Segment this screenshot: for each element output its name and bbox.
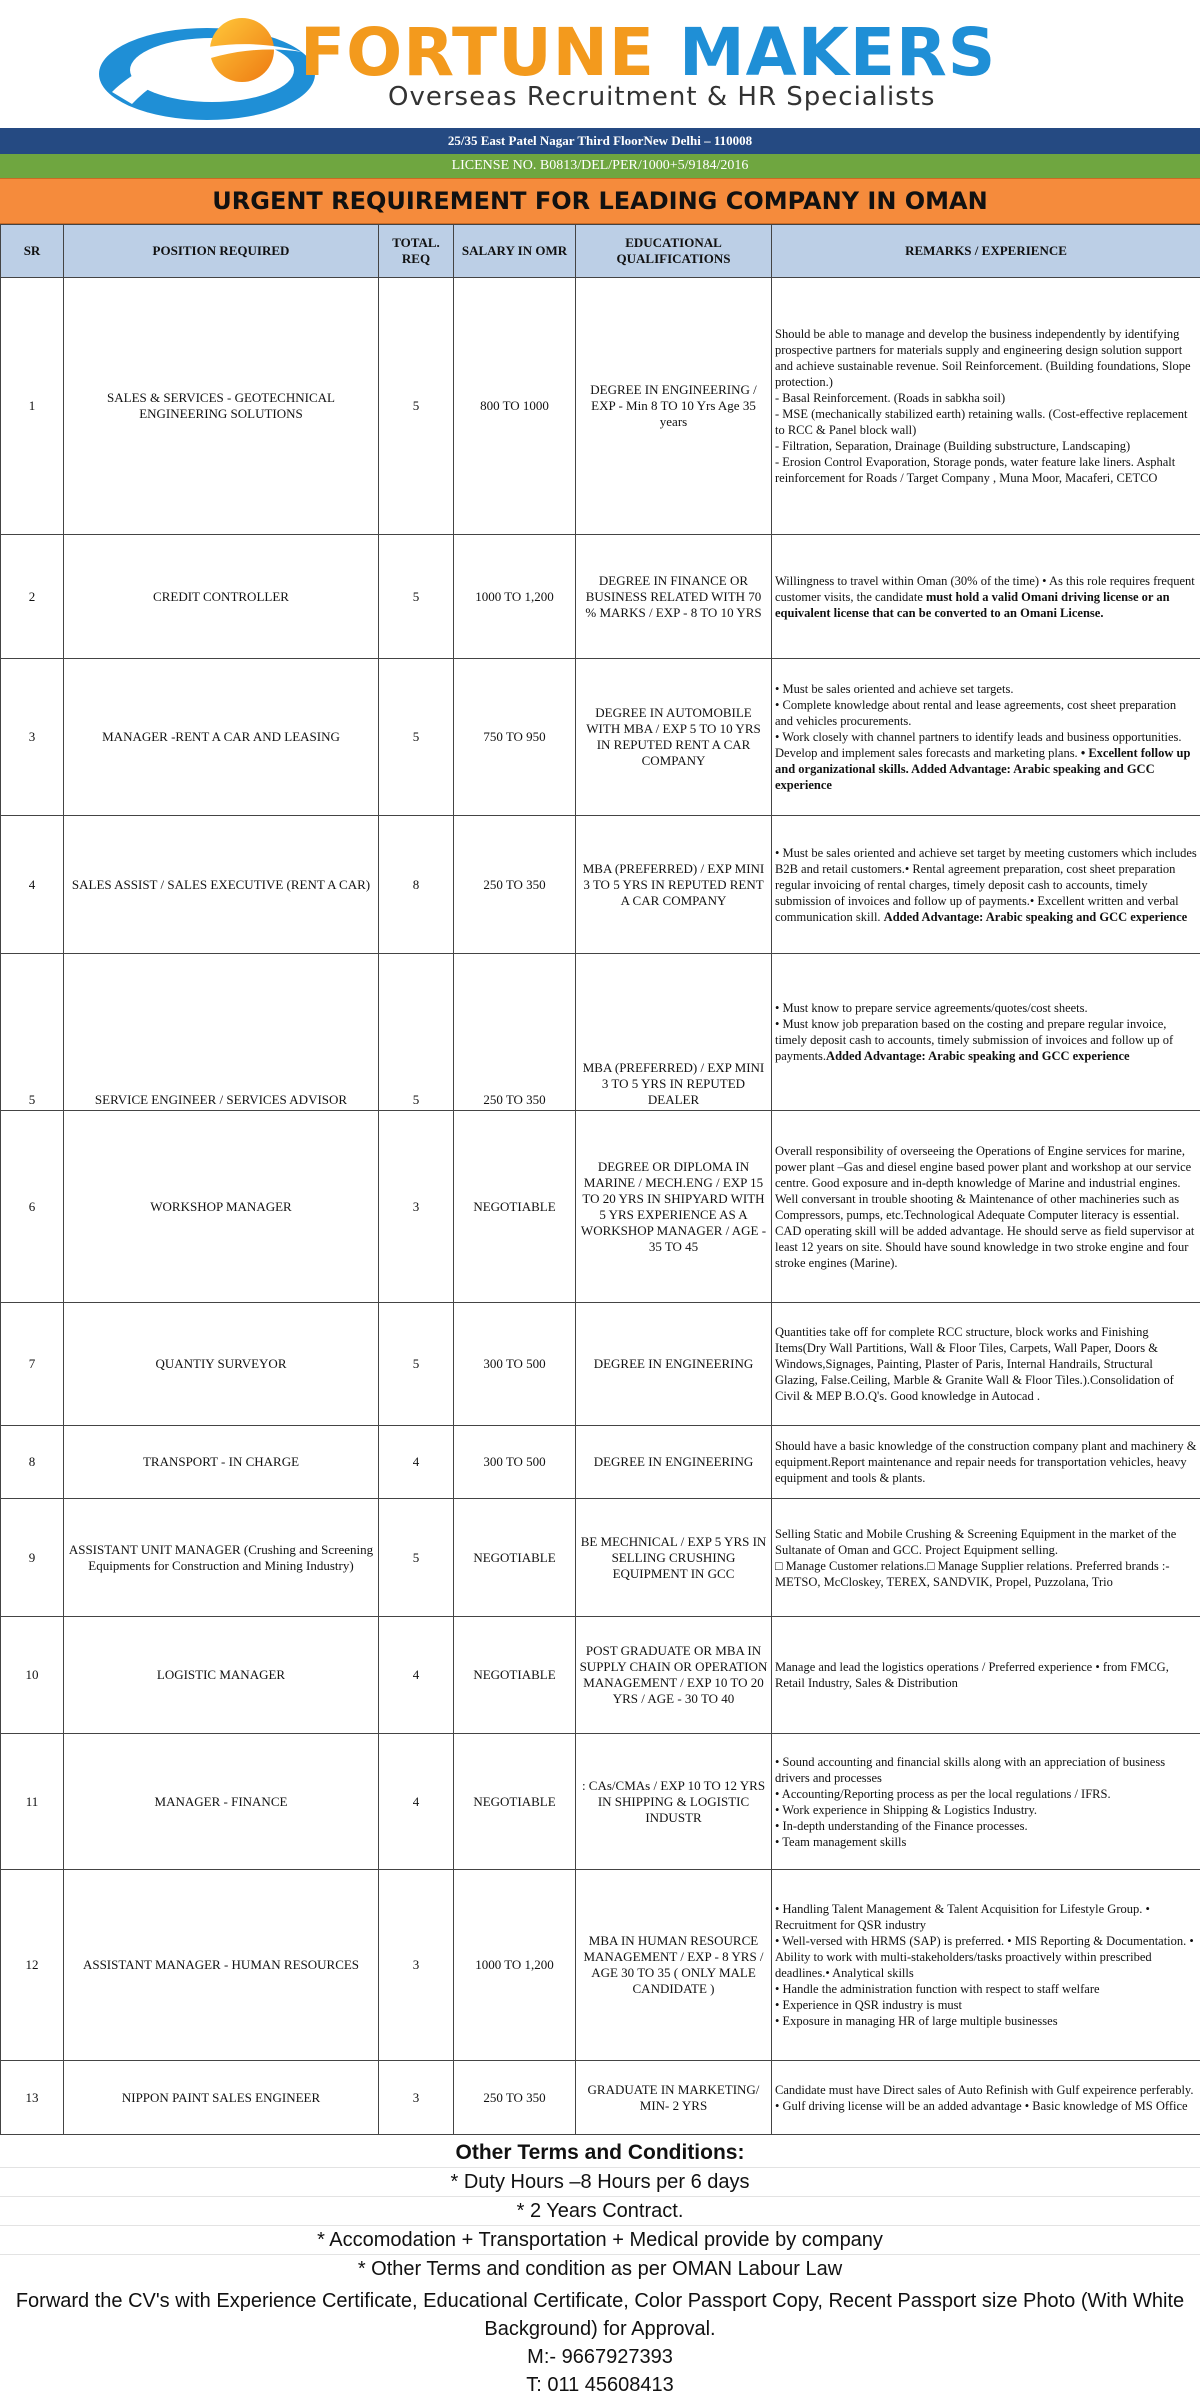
remark-line: • Complete knowledge about rental and lease agreements, cost sheet preparation and vehicles procurements.	[775, 698, 1177, 728]
cell-sr: 5	[1, 954, 64, 1111]
license-bar: LICENSE NO. B0813/DEL/PER/1000+5/9184/2016	[0, 154, 1200, 178]
remark-text: • Must be sales oriented and achieve set target by meeting customers which includes B2B and retail customers.• Rental agreement preparation, cost sheet preparation regular invoicing of rental charges, timely deposit cash to accounts, timely submission of invoices and follow up of payments.• Excellent written and verbal communication skill.	[775, 845, 1197, 924]
table-row	[1, 816, 1200, 954]
cell-remarks	[772, 1499, 1200, 1617]
cell-education: DEGREE IN ENGINEERING	[576, 1426, 772, 1499]
cell-sr: 9	[1, 1499, 64, 1617]
cell-salary: 800 TO 1000	[454, 278, 576, 535]
cell-remarks: Quantities take off for complete RCC structure, block works and Finishing Items(Dry Wall Partitions, Wall & Floor Tiles, Carpets, Wall Paper, Doors & Windows,Signages, Painting, Plaster of Paris, Internal Handrails, Structural Glazing, False.Ceiling, Marble & Granite Wall & Floor Tiles.).Consolidation of Civil & MEP B.O.Q's. Good knowledge in Autocad .	[772, 1303, 1200, 1426]
cell-salary: NEGOTIABLE	[454, 1734, 576, 1870]
remark-line: Selling Static and Mobile Crushing & Screening Equipment in the market of the Sultanate of Oman and GCC. Project Equipment selling.	[775, 1526, 1177, 1557]
table-row	[1, 278, 1200, 535]
remark-line: • Experience in QSR industry is must	[775, 1998, 962, 2012]
cell-salary: 300 TO 500	[454, 1303, 576, 1426]
remark-line: - Basal Reinforcement. (Roads in sabkha soil)	[775, 391, 1006, 405]
cell-total: 8	[379, 816, 454, 954]
cell-total: 3	[379, 1870, 454, 2061]
remark-text: • Work closely with channel partners to identify leads and business opportunities. Develop and implement sales forecasts and marketing plans.	[775, 730, 1182, 760]
cell-total: 5	[379, 1499, 454, 1617]
remark-line: Should be able to manage and develop the business independently by identifying prospective partners for materials supply and engineering design solution support and achieve sustainable revenue. Soil Reinforcement. (Building foundations, Slope protection.)	[775, 327, 1191, 389]
cell-education: : CAs/CMAs / EXP 10 TO 12 YRS IN SHIPPING & LOGISTIC INDUSTR	[576, 1734, 772, 1870]
header-education: EDUCATIONAL QUALIFICATIONS	[576, 225, 772, 278]
cell-position: ASSISTANT UNIT MANAGER (Crushing and Screening Equipments for Construction and Mining Industry)	[64, 1499, 379, 1617]
cell-sr: 6	[1, 1111, 64, 1303]
table-row	[1, 954, 1200, 1111]
cell-education: DEGREE IN FINANCE OR BUSINESS RELATED WITH 70 % MARKS / EXP - 8 TO 10 YRS	[576, 535, 772, 659]
cell-sr: 11	[1, 1734, 64, 1870]
remark-line: - Erosion Control Evaporation, Storage ponds, water feature lake liners. Asphalt reinforcement for Roads / Target Company , Muna Moor, Macaferi, CETCO	[775, 455, 1176, 485]
cell-remarks: Candidate must have Direct sales of Auto Refinish with Gulf expeirence perferably. • Gulf driving license will be an added advantage • Basic knowledge of MS Office	[772, 2061, 1200, 2135]
terms-line: * Accomodation + Transportation + Medical provide by company	[0, 2225, 1200, 2254]
cell-remarks	[772, 278, 1200, 535]
cell-position: LOGISTIC MANAGER	[64, 1617, 379, 1734]
table-header-row	[1, 225, 1200, 278]
remark-line: □ Manage Customer relations.□ Manage Supplier relations. Preferred brands :- METSO, McCloskey, TEREX, SANDVIK, Propel, Puzzolana, Trio	[775, 1558, 1170, 1589]
remark-line	[775, 1016, 1197, 1064]
remark-bold: must hold a valid Omani driving license or an equivalent license that can be converted to an Omani License.	[775, 589, 1170, 620]
cell-salary: 250 TO 350	[454, 954, 576, 1111]
cell-total: 3	[379, 2061, 454, 2135]
remark-text: Willingness to travel within Oman (30% of the time) • As this role requires frequent customer visits, the candidate	[775, 573, 1195, 604]
cell-remarks	[772, 1734, 1200, 1870]
header-remarks: REMARKS / EXPERIENCE	[772, 225, 1200, 278]
remark-line: • Accounting/Reporting process as per the local regulations / IFRS.	[775, 1786, 1111, 1801]
cell-education: POST GRADUATE OR MBA IN SUPPLY CHAIN OR OPERATION MANAGEMENT / EXP 10 TO 20 YRS / AGE - 30 TO 40	[576, 1617, 772, 1734]
cell-total: 4	[379, 1426, 454, 1499]
cell-education: DEGREE IN AUTOMOBILE WITH MBA / EXP 5 TO 10 YRS IN REPUTED RENT A CAR COMPANY	[576, 659, 772, 816]
cell-education: MBA (PREFERRED) / EXP MINI 3 TO 5 YRS IN REPUTED RENT A CAR COMPANY	[576, 816, 772, 954]
remark-line: • Handling Talent Management & Talent Acquisition for Lifestyle Group. • Recruitment for QSR industry	[775, 1902, 1150, 1932]
cell-remarks	[772, 954, 1200, 1111]
remark-line: - MSE (mechanically stabilized earth) retaining walls. (Cost-effective replacement to RCC & Panel block wall)	[775, 407, 1188, 437]
table-row	[1, 1870, 1200, 2061]
table-row	[1, 1734, 1200, 1870]
cell-position: SERVICE ENGINEER / SERVICES ADVISOR	[64, 954, 379, 1111]
cell-salary: 250 TO 350	[454, 2061, 576, 2135]
brand-word-2: MAKERS	[678, 14, 997, 91]
terms-title: Other Terms and Conditions:	[455, 2141, 745, 2164]
cell-education: DEGREE OR DIPLOMA IN MARINE / MECH.ENG / EXP 15 TO 20 YRS IN SHIPYARD WITH 5 YRS EXPERIENCE AS A WORKSHOP MANAGER / AGE - 35 TO 45	[576, 1111, 772, 1303]
cell-total: 3	[379, 1111, 454, 1303]
remark-line: • Well-versed with HRMS (SAP) is preferred. • MIS Reporting & Documentation. • Ability to work with multi-stakeholders/tasks proactively within prescribed deadlines.• Analytical skills	[775, 1934, 1194, 1980]
cell-salary: NEGOTIABLE	[454, 1111, 576, 1303]
remark-line	[775, 729, 1197, 793]
cell-position: MANAGER -RENT A CAR AND LEASING	[64, 659, 379, 816]
logo-swoosh-icon	[92, 12, 322, 130]
cell-total: 4	[379, 1734, 454, 1870]
table-row	[1, 2061, 1200, 2135]
remark-line: • In-depth understanding of the Finance processes.	[775, 1818, 1028, 1833]
terms-line: * 2 Years Contract.	[0, 2196, 1200, 2225]
cell-remarks	[772, 816, 1200, 954]
table-row	[1, 1499, 1200, 1617]
address-bar: 25/35 East Patel Nagar Third FloorNew Delhi – 110008	[0, 128, 1200, 154]
remark-line: • Handle the administration function with respect to staff welfare	[775, 1982, 1100, 1996]
cell-education: DEGREE IN ENGINEERING / EXP - Min 8 TO 10 Yrs Age 35 years	[576, 278, 772, 535]
cell-total: 5	[379, 954, 454, 1111]
cell-total: 5	[379, 659, 454, 816]
cell-salary: 300 TO 500	[454, 1426, 576, 1499]
cell-remarks	[772, 659, 1200, 816]
cell-education: MBA (PREFERRED) / EXP MINI 3 TO 5 YRS IN REPUTED DEALER	[576, 954, 772, 1111]
cell-sr: 12	[1, 1870, 64, 2061]
cell-sr: 13	[1, 2061, 64, 2135]
remark-line: • Must know to prepare service agreements/quotes/cost sheets.	[775, 1001, 1088, 1015]
cell-remarks: Overall responsibility of overseeing the Operations of Engine services for marine, power plant –Gas and diesel engine based power plant and workshop at our service centre. Good exposure and in-depth knowledge of Marine and industrial engines. Well conversant in trouble shooting & Maintenance of other machineries such as Compressors, pumps, etc.Technological Adequate Computer literacy is essential. CAD operating skill will be added advantage. He should serve as field supervisor at least 12 years on site. Should have sound knowledge in two stroke engine and four stroke engines (Marine).	[772, 1111, 1200, 1303]
cell-sr: 4	[1, 816, 64, 954]
cell-position: WORKSHOP MANAGER	[64, 1111, 379, 1303]
cell-total: 5	[379, 1303, 454, 1426]
cell-salary: NEGOTIABLE	[454, 1617, 576, 1734]
header-position: POSITION REQUIRED	[64, 225, 379, 278]
cell-salary: 250 TO 350	[454, 816, 576, 954]
brand-name	[300, 14, 997, 91]
table-row	[1, 1303, 1200, 1426]
table-row	[1, 659, 1200, 816]
cell-total: 5	[379, 278, 454, 535]
cell-position: QUANTIY SURVEYOR	[64, 1303, 379, 1426]
remark-text: • Must know job preparation based on the costing and prepare regular invoice, timely deposit cash to accounts, timely submission of invoices and follow up of payments.	[775, 1017, 1174, 1063]
tagline: Overseas Recruitment & HR Specialists	[388, 82, 936, 112]
cell-education: DEGREE IN ENGINEERING	[576, 1303, 772, 1426]
cell-position: SALES ASSIST / SALES EXECUTIVE (RENT A CAR)	[64, 816, 379, 954]
cell-salary: 1000 TO 1,200	[454, 1870, 576, 2061]
remark-line: • Team management skills	[775, 1834, 907, 1849]
cell-remarks	[772, 1870, 1200, 2061]
cell-remarks: Manage and lead the logistics operations / Preferred experience • from FMCG, Retail Industry, Sales & Distribution	[772, 1617, 1200, 1734]
cell-total: 5	[379, 535, 454, 659]
cell-education: BE MECHNICAL / EXP 5 YRS IN SELLING CRUSHING EQUIPMENT IN GCC	[576, 1499, 772, 1617]
header-total: TOTAL. REQ	[379, 225, 454, 278]
remark-bold: Added Advantage: Arabic speaking and GCC experience	[826, 1049, 1130, 1063]
header-sr: SR	[1, 225, 64, 278]
remark-bold: • Excellent follow up and organizational skills. Added Advantage: Arabic speaking and GCC experience	[775, 746, 1191, 792]
table-row	[1, 1426, 1200, 1499]
table-row	[1, 1111, 1200, 1303]
cell-sr: 8	[1, 1426, 64, 1499]
cell-total: 4	[379, 1617, 454, 1734]
forward-instructions: Forward the CV's with Experience Certificate, Educational Certificate, Color Passport Copy, Recent Passport size Photo (With White Background) for Approval.	[15, 2290, 1185, 2340]
remark-line: • Sound accounting and financial skills along with an appreciation of business drivers and processes	[775, 1754, 1166, 1785]
remark-line: • Exposure in managing HR of large multiple businesses	[775, 2014, 1058, 2028]
cell-position: TRANSPORT - IN CHARGE	[64, 1426, 379, 1499]
cell-position: NIPPON PAINT SALES ENGINEER	[64, 2061, 379, 2135]
requirements-table	[0, 224, 1200, 2135]
remark-bold: Added Advantage: Arabic speaking and GCC experience	[883, 909, 1188, 924]
terms-section	[0, 2139, 1200, 2283]
brand-word-1: FORTUNE	[300, 14, 655, 91]
cell-sr: 2	[1, 535, 64, 659]
remark-line: - Filtration, Separation, Drainage (Building substructure, Landscaping)	[775, 439, 1131, 453]
cell-education: MBA IN HUMAN RESOURCE MANAGEMENT / EXP - 8 YRS / AGE 30 TO 35 ( ONLY MALE CANDIDATE )	[576, 1870, 772, 2061]
contact-phone: T: 011 45608413	[526, 2374, 674, 2396]
cell-position: MANAGER - FINANCE	[64, 1734, 379, 1870]
cell-salary: 1000 TO 1,200	[454, 535, 576, 659]
cell-salary: 750 TO 950	[454, 659, 576, 816]
terms-line: * Other Terms and condition as per OMAN Labour Law	[0, 2254, 1200, 2283]
table-row	[1, 1617, 1200, 1734]
cell-position: CREDIT CONTROLLER	[64, 535, 379, 659]
cell-sr: 3	[1, 659, 64, 816]
cell-remarks	[772, 535, 1200, 659]
header-salary: SALARY IN OMR	[454, 225, 576, 278]
header	[0, 0, 1200, 128]
cell-education: GRADUATE IN MARKETING/ MIN- 2 YRS	[576, 2061, 772, 2135]
cell-sr: 10	[1, 1617, 64, 1734]
remark-line: • Must be sales oriented and achieve set targets.	[775, 682, 1014, 696]
contact-mobile: M:- 9667927393	[527, 2346, 673, 2368]
remark-line: • Work experience in Shipping & Logistics Industry.	[775, 1802, 1038, 1817]
cell-position: SALES & SERVICES - GEOTECHNICAL ENGINEERING SOLUTIONS	[64, 278, 379, 535]
cell-sr: 1	[1, 278, 64, 535]
cell-remarks: Should have a basic knowledge of the construction company plant and machinery & equipment.Report maintenance and repair needs for transportation vehicles, heavy equipment and tools & plants.	[772, 1426, 1200, 1499]
urgent-banner: URGENT REQUIREMENT FOR LEADING COMPANY IN OMAN	[0, 178, 1200, 224]
cell-sr: 7	[1, 1303, 64, 1426]
table-row	[1, 535, 1200, 659]
terms-line: * Duty Hours –8 Hours per 6 days	[0, 2167, 1200, 2196]
cell-position: ASSISTANT MANAGER - HUMAN RESOURCES	[64, 1870, 379, 2061]
cell-salary: NEGOTIABLE	[454, 1499, 576, 1617]
